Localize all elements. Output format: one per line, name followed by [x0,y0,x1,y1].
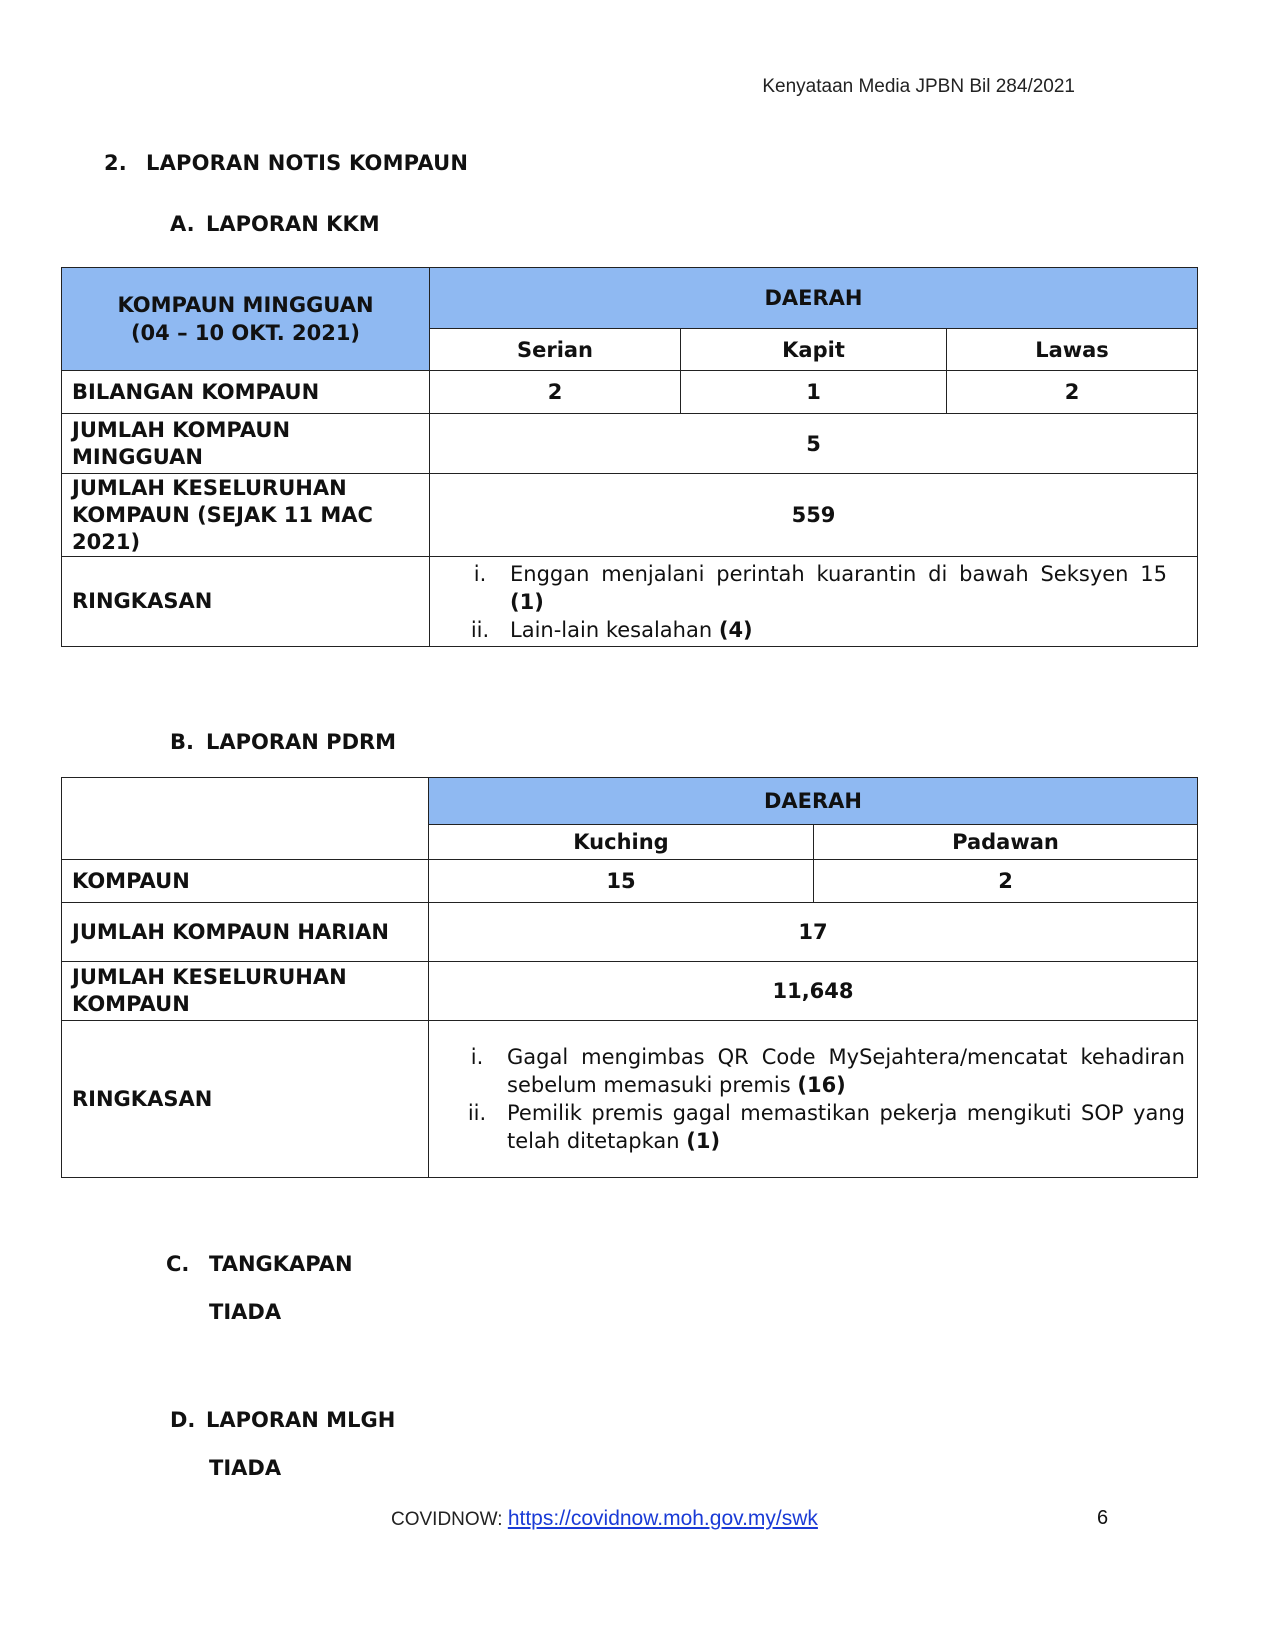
list-item-count: (1) [686,1129,721,1153]
kkm-ringkasan-label: RINGKASAN [62,557,430,647]
list-item-number: ii. [470,617,490,642]
kkm-bilangan-kapit: 1 [681,371,947,414]
section-heading [104,151,468,175]
pdrm-title: LAPORAN PDRM [206,730,397,754]
kkm-jumlah-mingguan-label: JUMLAH KOMPAUN MINGGUAN [62,414,430,474]
kkm-header-label-2: (04 – 10 OKT. 2021) [130,321,361,345]
page-number: 6 [1097,1507,1109,1529]
kkm-bilangan-label: BILANGAN KOMPAUN [62,371,430,414]
list-item-count: (4) [718,617,753,642]
pdrm-header-empty-cell [62,778,429,860]
kkm-letter: A. [170,212,195,236]
pdrm-district-padawan: Padawan [814,825,1198,860]
kkm-table [61,267,1198,647]
kkm-heading [170,212,380,236]
mlgh-heading [170,1408,395,1432]
kkm-bilangan-serian: 2 [430,371,681,414]
kkm-bilangan-lawas: 2 [947,371,1198,414]
kkm-ringkasan-cell [430,557,1198,647]
pdrm-heading [170,730,396,754]
list-item-count: (16) [797,1073,846,1097]
kkm-header-cell [62,268,430,371]
footer [391,1507,818,1531]
pdrm-jumlah-harian-label: JUMLAH KOMPAUN HARIAN [62,903,429,962]
pdrm-ringkasan-label: RINGKASAN [62,1021,429,1178]
section-number: 2. [104,151,127,175]
kkm-jumlah-mingguan-value: 5 [430,414,1198,474]
pdrm-letter: B. [170,730,194,754]
list-item-text: Pemilik premis gagal memastikan pekerja mengikuti SOP yang telah ditetapkan [507,1101,1185,1153]
document-reference: Kenyataan Media JPBN Bil 284/2021 [762,76,1075,97]
pdrm-ringkasan-cell [429,1021,1198,1178]
tangkapan-letter: C. [166,1252,190,1276]
list-item [447,1043,1185,1099]
kkm-daerah-header: DAERAH [430,268,1198,329]
mlgh-letter: D. [170,1408,196,1432]
pdrm-jumlah-keseluruhan-value: 11,648 [429,962,1198,1021]
list-item-text: Gagal mengimbas QR Code MySejahtera/mencatat kehadiran sebelum memasuki premis [507,1045,1185,1097]
pdrm-jumlah-keseluruhan-label: JUMLAH KESELURUHAN KOMPAUN [62,962,429,1021]
kkm-district-lawas: Lawas [947,329,1198,371]
kkm-district-serian: Serian [430,329,681,371]
kkm-jumlah-keseluruhan-value: 559 [430,474,1198,557]
list-item-number: i. [473,561,487,586]
kkm-title: LAPORAN KKM [206,212,380,236]
pdrm-kompaun-kuching: 15 [429,860,814,903]
kkm-ringkasan-list [450,560,1167,644]
list-item-number: ii. [467,1101,487,1125]
kkm-jumlah-keseluruhan-label: JUMLAH KESELURUHAN KOMPAUN (SEJAK 11 MAC 2021) [62,474,430,557]
tangkapan-title: TANGKAPAN [209,1252,353,1276]
list-item [450,616,1167,644]
list-item-number: i. [470,1045,484,1069]
list-item [447,1099,1185,1155]
kkm-header-label-1: KOMPAUN MINGGUAN [117,293,374,317]
pdrm-district-kuching: Kuching [429,825,814,860]
list-item-text: Lain-lain kesalahan [510,617,713,642]
tangkapan-value: TIADA [209,1300,282,1324]
pdrm-kompaun-padawan: 2 [814,860,1198,903]
list-item [450,560,1167,616]
list-item-count: (1) [510,589,544,614]
pdrm-daerah-header: DAERAH [429,778,1198,825]
tangkapan-heading [166,1252,353,1276]
pdrm-jumlah-harian-value: 17 [429,903,1198,962]
pdrm-kompaun-label: KOMPAUN [62,860,429,903]
mlgh-title: LAPORAN MLGH [206,1408,396,1432]
footer-label: COVIDNOW: [391,1509,503,1530]
pdrm-table [61,777,1198,1178]
pdrm-ringkasan-list [447,1043,1185,1155]
list-item-text: Enggan menjalani perintah kuarantin di bawah Seksyen 15 [510,561,1168,586]
section-title: LAPORAN NOTIS KOMPAUN [146,151,469,175]
mlgh-value: TIADA [209,1456,282,1480]
covidnow-link[interactable]: https://covidnow.moh.gov.my/swk [507,1507,818,1530]
kkm-district-kapit: Kapit [681,329,947,371]
